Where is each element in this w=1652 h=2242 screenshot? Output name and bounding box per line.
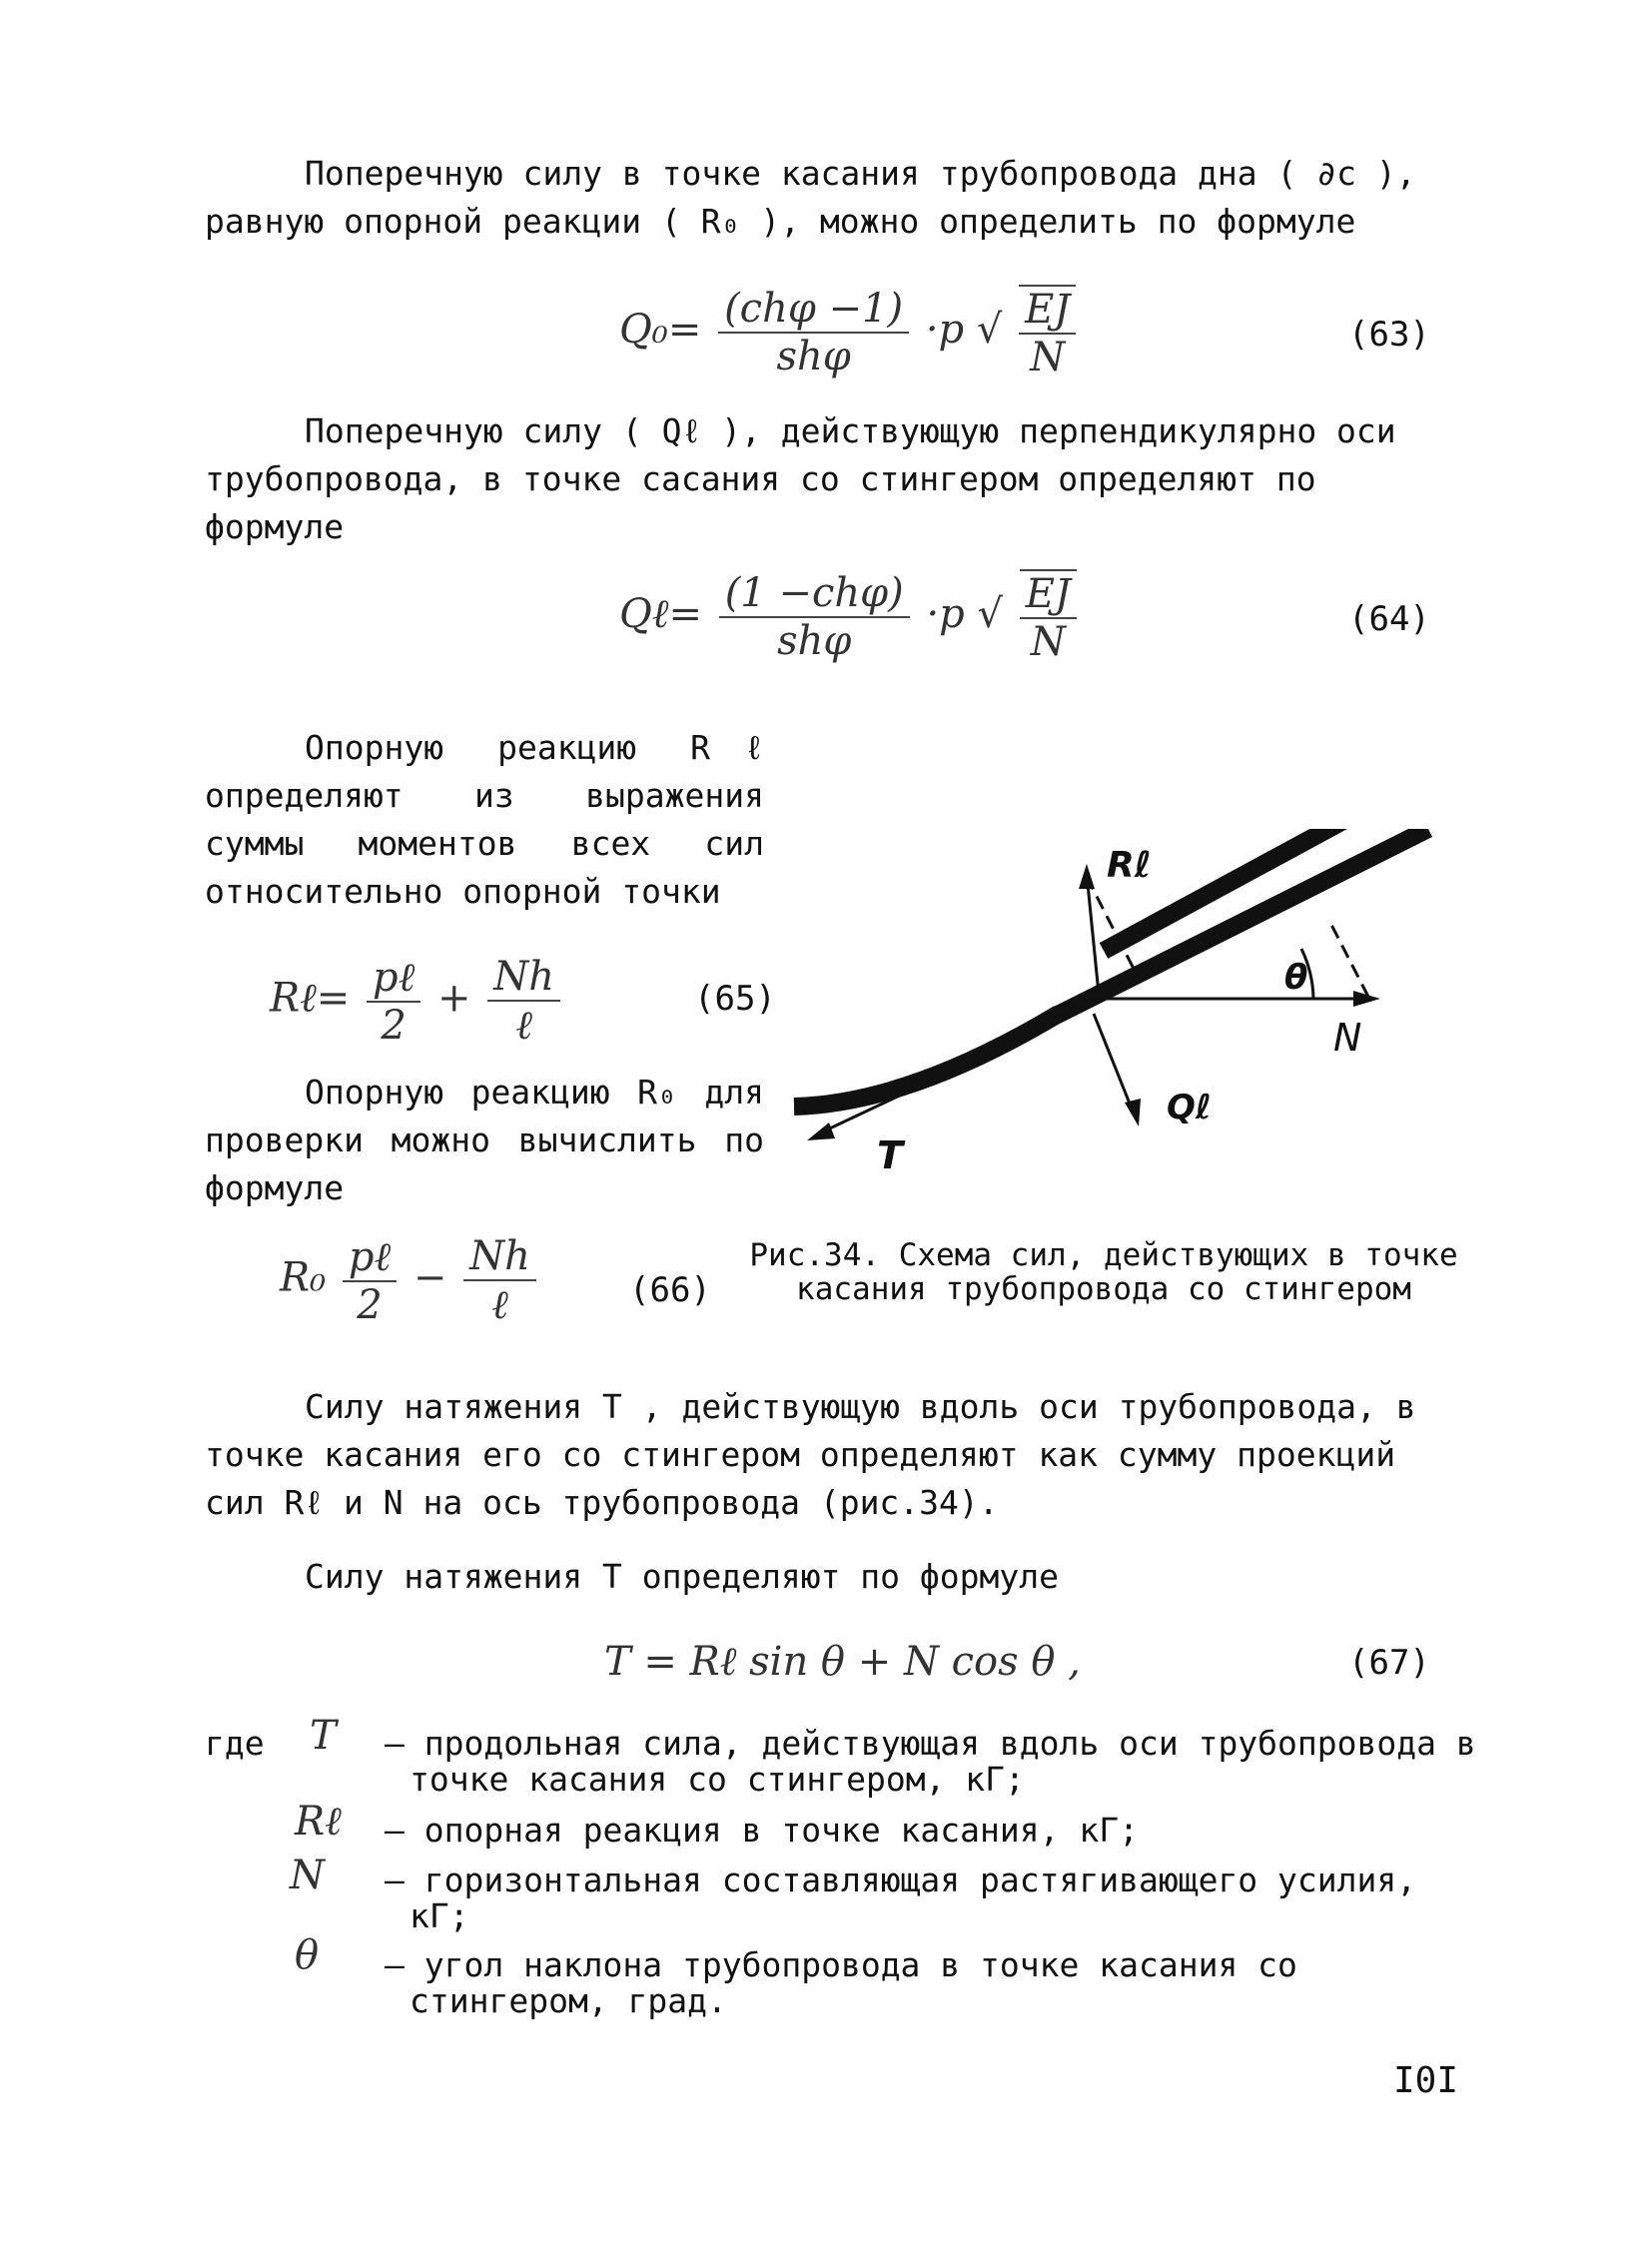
legend-text-3: – горизонтальная составляющая растягивающего усилия, кГ; (385, 1861, 1417, 1935)
label-N: N (1333, 1016, 1362, 1060)
eq63-denominator: shφ (718, 332, 909, 379)
equation-66 (280, 1233, 540, 1328)
paragraph-5 (205, 1383, 1443, 1527)
paragraph-6 (205, 1553, 1443, 1601)
legend-text-4: – угол наклона трубопровода в точке касания со стингером, град. (385, 1945, 1297, 2020)
equation-67: T = Rℓ sin θ + N cos θ , (604, 1639, 1081, 1685)
eq65-fraction-2 (487, 954, 560, 1049)
eq65-denominator-2: ℓ (487, 1000, 560, 1049)
eq63-numerator: (chφ −1) (724, 286, 904, 332)
eq63-lhs: Q₀= (619, 307, 702, 353)
eq66-number: (66) (629, 1270, 711, 1310)
eq66-denominator-2: ℓ (463, 1279, 536, 1328)
eq65-denominator-1: 2 (367, 1001, 420, 1049)
label-R: Rℓ (1107, 845, 1152, 886)
eq67-number: (67) (1348, 1643, 1430, 1683)
eq64-root: √ (977, 591, 1004, 637)
T-arrow (817, 1049, 999, 1134)
R-arrow (1087, 874, 1099, 994)
legend-symbol-2: Rℓ (295, 1799, 342, 1845)
eq64-denominator: shφ (719, 616, 910, 664)
eq64-root-numerator: EJ (1025, 571, 1071, 617)
eq63-root: √ (976, 307, 1003, 353)
eq65-numerator-2: Nh (493, 954, 554, 1000)
eq66-numerator-1: pℓ (348, 1234, 392, 1280)
eq64-tail: ·p (926, 591, 965, 637)
legend-symbol-3: N (290, 1853, 325, 1898)
eq65-numerator-1: pℓ (373, 955, 415, 1001)
T-arrowhead (807, 1122, 835, 1140)
equation-64 (619, 569, 1081, 665)
paragraph-3-text: Опорную реакцию Rℓ определяют из выражения суммы моментов всех сил относительно опорной точки (205, 728, 764, 911)
page-number: I0I (1393, 2060, 1459, 2101)
eq63-tail: ·p (925, 307, 965, 353)
eq66-fraction-2 (463, 1233, 536, 1328)
eq63-root-fraction (1019, 285, 1076, 380)
eq65-lhs: Rℓ= (270, 975, 351, 1022)
paragraph-1 (205, 150, 1443, 246)
N-projection (1328, 919, 1368, 997)
legend-text-2: – опорная реакция в точке касания, кГ; (385, 1811, 1139, 1850)
pipeline-curve (794, 1014, 1059, 1107)
equation-63 (619, 285, 1080, 380)
eq66-minus: − (413, 1254, 447, 1301)
eq63-root-denominator: N (1019, 333, 1076, 380)
eq66-numerator-2: Nh (469, 1233, 530, 1279)
paragraph-4-text: Опорную реакцию R₀ для проверки можно вычислить по формуле (205, 1073, 764, 1207)
eq63-root-numerator: EJ (1025, 287, 1071, 333)
figure-caption: Рис.34. Схема сил, действующих в точке касания трубопровода со стингером (749, 1237, 1458, 1307)
legend-symbol-1: T (310, 1713, 337, 1759)
eq66-fraction-1 (343, 1233, 397, 1328)
legend-symbol-4: θ (295, 1932, 320, 1978)
eq64-root-denominator: N (1020, 617, 1077, 665)
paragraph-4 (205, 1069, 764, 1212)
equation-65 (270, 954, 564, 1049)
eq64-number: (64) (1348, 599, 1430, 639)
eq64-lhs: Qℓ= (619, 591, 702, 637)
eq63-number: (63) (1348, 315, 1430, 355)
eq64-numerator: (1 −chφ) (724, 570, 904, 616)
label-T: T (877, 1133, 903, 1177)
paragraph-2 (205, 407, 1443, 551)
label-Q: Qℓ (1167, 1088, 1212, 1127)
legend-where: где (205, 1724, 265, 1763)
force-diagram (789, 829, 1468, 1188)
eq65-number: (65) (694, 979, 776, 1019)
eq66-lhs: R₀ (280, 1254, 327, 1301)
paragraph-6-text: Силу натяжения T определяют по формуле (305, 1557, 1059, 1596)
paragraph-2-text: Поперечную силу ( Qℓ ), действующую перпендикулярно оси трубопровода, в точке сасания со стингером определяют по формуле (205, 411, 1396, 546)
Q-arrowhead (1125, 1099, 1141, 1126)
paragraph-1-text: Поперечную силу в точке касания трубопровода дна ( ∂c ), равную опорной реакции ( R₀ ), можно определить по формуле (205, 154, 1416, 241)
eq65-fraction-1 (367, 954, 420, 1049)
Q-arrow (1094, 1014, 1134, 1114)
label-theta: θ (1284, 958, 1308, 998)
eq66-denominator-1: 2 (343, 1280, 397, 1328)
legend-text-1: – продольная сила, действующая вдоль оси трубопровода в точке касания со стингером, кГ; (385, 1724, 1476, 1799)
eq65-plus: + (437, 975, 471, 1022)
paragraph-3 (205, 724, 764, 916)
eq64-fraction (719, 570, 910, 664)
eq63-fraction (718, 286, 909, 379)
paragraph-5-text: Силу натяжения T , действующую вдоль оси трубопровода, в точке касания его со стингером определяют как сумму проекций сил Rℓ и N на ось трубопровода (рис.34). (205, 1387, 1416, 1522)
eq64-root-fraction (1020, 569, 1077, 665)
